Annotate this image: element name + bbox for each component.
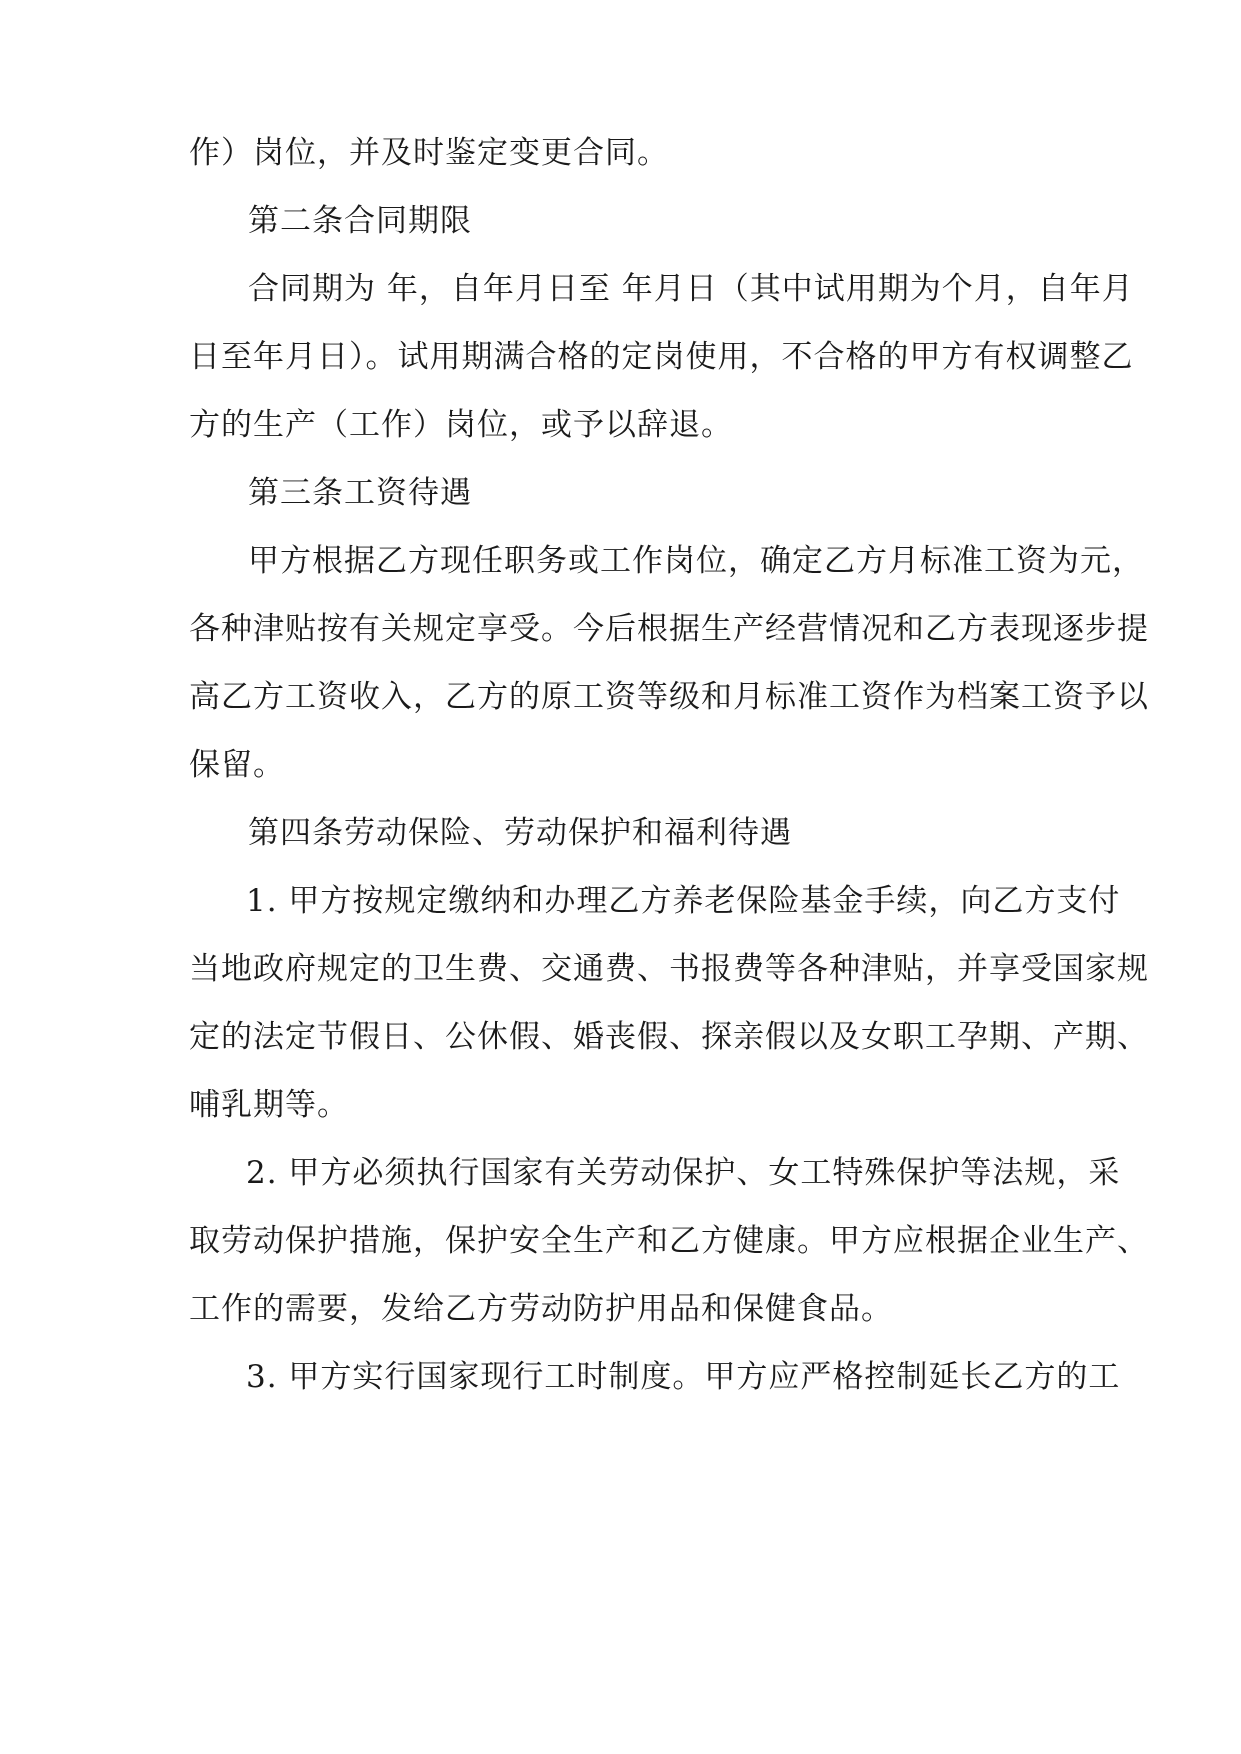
text-line: 合同期为 年，自年月日至 年月日（其中试用期为个月，自年月 bbox=[248, 271, 1134, 307]
text-line: 高乙方工资收入，乙方的原工资等级和月标准工资作为档案工资予以 bbox=[189, 679, 1149, 715]
text-line: 2. 甲方必须执行国家有关劳动保护、女工特殊保护等法规，采 bbox=[246, 1155, 1121, 1191]
text-line: 作）岗位，并及时鉴定变更合同。 bbox=[189, 135, 669, 171]
text-line: 哺乳期等。 bbox=[189, 1087, 349, 1123]
text-line: 甲方根据乙方现任职务或工作岗位，确定乙方月标准工资为元， bbox=[248, 543, 1144, 579]
section-heading: 第三条工资待遇 bbox=[248, 475, 472, 511]
section-heading: 第二条合同期限 bbox=[248, 203, 472, 239]
text-line: 工作的需要，发给乙方劳动防护用品和保健食品。 bbox=[189, 1291, 893, 1327]
text-line: 3. 甲方实行国家现行工时制度。甲方应严格控制延长乙方的工 bbox=[246, 1359, 1121, 1395]
text-line: 1. 甲方按规定缴纳和办理乙方养老保险基金手续，向乙方支付 bbox=[246, 883, 1121, 919]
section-heading: 第四条劳动保险、劳动保护和福利待遇 bbox=[248, 815, 792, 851]
text-line: 保留。 bbox=[189, 747, 285, 783]
text-line: 方的生产（工作）岗位，或予以辞退。 bbox=[189, 407, 733, 443]
text-line: 当地政府规定的卫生费、交通费、书报费等各种津贴，并享受国家规 bbox=[189, 951, 1149, 987]
text-line: 各种津贴按有关规定享受。今后根据生产经营情况和乙方表现逐步提 bbox=[189, 611, 1149, 647]
text-line: 取劳动保护措施，保护安全生产和乙方健康。甲方应根据企业生产、 bbox=[189, 1223, 1149, 1259]
text-line: 定的法定节假日、公休假、婚丧假、探亲假以及女职工孕期、产期、 bbox=[189, 1019, 1149, 1055]
text-line: 日至年月日）。试用期满合格的定岗使用，不合格的甲方有权调整乙 bbox=[189, 339, 1134, 375]
